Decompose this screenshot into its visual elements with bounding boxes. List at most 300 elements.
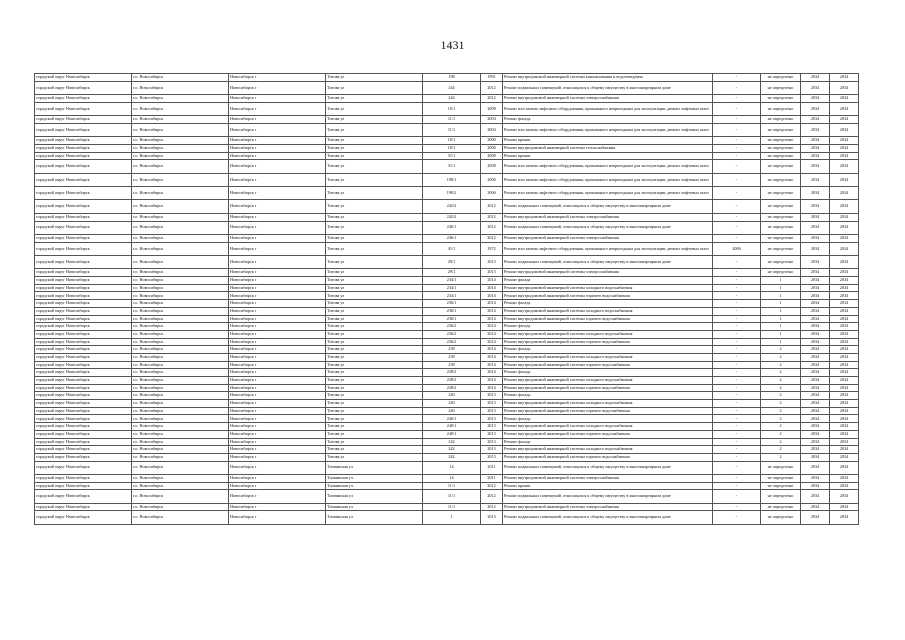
cell-cost: 2 bbox=[761, 377, 801, 385]
cell-plan-end: 2034 bbox=[830, 438, 859, 446]
cell-plan-end: 2034 bbox=[830, 511, 859, 524]
cell-plan-end: 2034 bbox=[830, 187, 859, 200]
cell-street: Титова ул bbox=[326, 74, 423, 82]
cell-municipality: городской округ Новосибирск bbox=[35, 377, 132, 385]
cell-municipality: городской округ Новосибирск bbox=[35, 256, 132, 269]
table-row bbox=[35, 503, 859, 511]
cell-house: 236/2 bbox=[423, 323, 481, 331]
cell-house: 236/1 bbox=[423, 315, 481, 323]
table-row bbox=[35, 423, 859, 431]
cell-cost: не определено bbox=[761, 81, 801, 94]
cell-work-type: Ремонт фасада bbox=[503, 346, 713, 354]
cell-house: 198/2 bbox=[423, 187, 481, 200]
cell-cost: не определено bbox=[761, 234, 801, 242]
cell-last-repair: - bbox=[713, 511, 761, 524]
cell-plan-end: 2034 bbox=[830, 461, 859, 474]
cell-plan-start: 2034 bbox=[801, 423, 830, 431]
cell-district: г.о. Новосибирск bbox=[132, 377, 229, 385]
cell-last-repair: - bbox=[713, 234, 761, 242]
cell-municipality: городской округ Новосибирск bbox=[35, 152, 132, 160]
cell-year-built: 2008 bbox=[481, 102, 503, 115]
cell-plan-end: 2034 bbox=[830, 144, 859, 152]
table-row bbox=[35, 95, 859, 103]
cell-settlement: Новосибирск г bbox=[229, 400, 326, 408]
cell-street: Тихвинская ул bbox=[326, 511, 423, 524]
cell-settlement: Новосибирск г bbox=[229, 221, 326, 234]
cell-cost: 1 bbox=[761, 323, 801, 331]
cell-street: Титова ул bbox=[326, 438, 423, 446]
cell-plan-end: 2034 bbox=[830, 503, 859, 511]
cell-last-repair: - bbox=[713, 461, 761, 474]
cell-plan-end: 2034 bbox=[830, 415, 859, 423]
cell-house: 10/1 bbox=[423, 102, 481, 115]
cell-work-type: Ремонт подвальных помещений, относящихся к общему имуществу в многоквартирном доме bbox=[503, 256, 713, 269]
cell-plan-start: 2034 bbox=[801, 330, 830, 338]
table-row bbox=[35, 152, 859, 160]
cell-municipality: городской округ Новосибирск bbox=[35, 269, 132, 277]
cell-municipality: городской округ Новосибирск bbox=[35, 144, 132, 152]
cell-last-repair: - bbox=[713, 256, 761, 269]
cell-plan-start: 2034 bbox=[801, 95, 830, 103]
cell-house: 11/1 bbox=[423, 482, 481, 490]
table-row bbox=[35, 213, 859, 221]
cell-cost: 2 bbox=[761, 446, 801, 454]
cell-street: Титова ул bbox=[326, 277, 423, 285]
cell-year-built: 2013 bbox=[481, 415, 503, 423]
cell-street: Титова ул bbox=[326, 95, 423, 103]
cell-municipality: городской округ Новосибирск bbox=[35, 446, 132, 454]
cell-cost: 1 bbox=[761, 307, 801, 315]
cell-work-type: Ремонт внутридомовой инженерной системы электроснабжения bbox=[503, 95, 713, 103]
cell-year-built: 2012 bbox=[481, 200, 503, 213]
table-row bbox=[35, 430, 859, 438]
cell-work-type: Ремонт или замена лифтового оборудования, признанного непригодным для эксплуатации, ремонт лифтовых шахт bbox=[503, 102, 713, 115]
cell-year-built: 2014 bbox=[481, 338, 503, 346]
cell-year-built: 2012 bbox=[481, 503, 503, 511]
cell-settlement: Новосибирск г bbox=[229, 152, 326, 160]
cell-cost: не определено bbox=[761, 137, 801, 145]
cell-year-built: 2013 bbox=[481, 430, 503, 438]
cell-house: 240/1 bbox=[423, 415, 481, 423]
cell-municipality: городской округ Новосибирск bbox=[35, 213, 132, 221]
cell-municipality: городской округ Новосибирск bbox=[35, 415, 132, 423]
cell-plan-end: 2034 bbox=[830, 307, 859, 315]
cell-street: Титова ул bbox=[326, 137, 423, 145]
cell-last-repair: - bbox=[713, 330, 761, 338]
cell-plan-start: 2034 bbox=[801, 144, 830, 152]
cell-last-repair: - bbox=[713, 74, 761, 82]
cell-municipality: городской округ Новосибирск bbox=[35, 221, 132, 234]
cell-plan-start: 2034 bbox=[801, 474, 830, 482]
cell-year-built: 2014 bbox=[481, 377, 503, 385]
cell-last-repair: - bbox=[713, 102, 761, 115]
cell-cost: 2 bbox=[761, 407, 801, 415]
cell-municipality: городской округ Новосибирск bbox=[35, 474, 132, 482]
cell-plan-start: 2034 bbox=[801, 221, 830, 234]
cell-year-built: 2013 bbox=[481, 438, 503, 446]
cell-last-repair: - bbox=[713, 292, 761, 300]
cell-settlement: Новосибирск г bbox=[229, 116, 326, 124]
cell-district: г.о. Новосибирск bbox=[132, 353, 229, 361]
cell-municipality: городской округ Новосибирск bbox=[35, 95, 132, 103]
cell-settlement: Новосибирск г bbox=[229, 160, 326, 173]
cell-year-built: 2006 bbox=[481, 187, 503, 200]
cell-settlement: Новосибирск г bbox=[229, 392, 326, 400]
cell-municipality: городской округ Новосибирск bbox=[35, 160, 132, 173]
cell-street: Титова ул bbox=[326, 152, 423, 160]
cell-plan-start: 2034 bbox=[801, 116, 830, 124]
cell-plan-end: 2034 bbox=[830, 453, 859, 461]
cell-district: г.о. Новосибирск bbox=[132, 81, 229, 94]
cell-cost: 1 bbox=[761, 338, 801, 346]
cell-street: Титова ул bbox=[326, 160, 423, 173]
cell-district: г.о. Новосибирск bbox=[132, 123, 229, 136]
cell-plan-start: 2034 bbox=[801, 200, 830, 213]
table-row bbox=[35, 407, 859, 415]
cell-cost: 1 bbox=[761, 300, 801, 308]
table-row bbox=[35, 369, 859, 377]
cell-plan-end: 2034 bbox=[830, 123, 859, 136]
cell-street: Тихвинская ул bbox=[326, 461, 423, 474]
cell-house: 11/1 bbox=[423, 123, 481, 136]
cell-year-built: 2011 bbox=[481, 474, 503, 482]
cell-district: г.о. Новосибирск bbox=[132, 256, 229, 269]
cell-last-repair: - bbox=[713, 377, 761, 385]
cell-last-repair: - bbox=[713, 415, 761, 423]
cell-district: г.о. Новосибирск bbox=[132, 338, 229, 346]
table-row bbox=[35, 137, 859, 145]
cell-last-repair: - bbox=[713, 384, 761, 392]
cell-plan-end: 2034 bbox=[830, 407, 859, 415]
cell-plan-end: 2034 bbox=[830, 384, 859, 392]
cell-house: 198 bbox=[423, 74, 481, 82]
cell-work-type: Ремонт подвальных помещений, относящихся к общему имуществу в многоквартирном доме bbox=[503, 200, 713, 213]
cell-last-repair: - bbox=[713, 173, 761, 186]
cell-settlement: Новосибирск г bbox=[229, 369, 326, 377]
cell-work-type: Ремонт или замена лифтового оборудования, признанного непригодным для эксплуатации, ремонт лифтовых шахт bbox=[503, 242, 713, 255]
cell-plan-end: 2034 bbox=[830, 377, 859, 385]
cell-district: г.о. Новосибирск bbox=[132, 369, 229, 377]
cell-work-type: Ремонт или замена лифтового оборудования, признанного непригодным для эксплуатации, ремонт лифтовых шахт bbox=[503, 173, 713, 186]
cell-last-repair: - bbox=[713, 300, 761, 308]
cell-cost: 1 bbox=[761, 315, 801, 323]
cell-settlement: Новосибирск г bbox=[229, 482, 326, 490]
table-row bbox=[35, 200, 859, 213]
table-row bbox=[35, 415, 859, 423]
cell-cost: не определено bbox=[761, 173, 801, 186]
cell-plan-start: 2034 bbox=[801, 234, 830, 242]
table-row bbox=[35, 256, 859, 269]
cell-last-repair: - bbox=[713, 137, 761, 145]
table-row bbox=[35, 361, 859, 369]
cell-municipality: городской округ Новосибирск bbox=[35, 187, 132, 200]
cell-year-built: 2012 bbox=[481, 490, 503, 503]
cell-cost: не определено bbox=[761, 269, 801, 277]
cell-plan-start: 2034 bbox=[801, 277, 830, 285]
cell-district: г.о. Новосибирск bbox=[132, 277, 229, 285]
table-row bbox=[35, 511, 859, 524]
cell-plan-end: 2034 bbox=[830, 256, 859, 269]
cell-plan-start: 2034 bbox=[801, 346, 830, 354]
cell-house: 31/1 bbox=[423, 152, 481, 160]
cell-municipality: городской округ Новосибирск bbox=[35, 102, 132, 115]
cell-district: г.о. Новосибирск bbox=[132, 116, 229, 124]
cell-municipality: городской округ Новосибирск bbox=[35, 81, 132, 94]
cell-street: Титова ул bbox=[326, 315, 423, 323]
cell-year-built: 2014 bbox=[481, 346, 503, 354]
cell-district: г.о. Новосибирск bbox=[132, 173, 229, 186]
cell-last-repair: - bbox=[713, 95, 761, 103]
cell-settlement: Новосибирск г bbox=[229, 407, 326, 415]
cell-settlement: Новосибирск г bbox=[229, 474, 326, 482]
cell-street: Титова ул bbox=[326, 400, 423, 408]
cell-plan-end: 2034 bbox=[830, 338, 859, 346]
cell-house: 238/2 bbox=[423, 384, 481, 392]
cell-plan-end: 2034 bbox=[830, 284, 859, 292]
cell-plan-end: 2034 bbox=[830, 221, 859, 234]
cell-municipality: городской округ Новосибирск bbox=[35, 307, 132, 315]
cell-settlement: Новосибирск г bbox=[229, 81, 326, 94]
cell-work-type: Ремонт фасада bbox=[503, 300, 713, 308]
cell-cost: 2 bbox=[761, 353, 801, 361]
cell-plan-end: 2034 bbox=[830, 160, 859, 173]
cell-work-type: Ремонт внутридомовой инженерной системы горячего водоснабжения bbox=[503, 384, 713, 392]
cell-plan-end: 2034 bbox=[830, 315, 859, 323]
cell-municipality: городской округ Новосибирск bbox=[35, 234, 132, 242]
cell-plan-start: 2034 bbox=[801, 292, 830, 300]
cell-house: 244 bbox=[423, 81, 481, 94]
cell-house: 244 bbox=[423, 95, 481, 103]
cell-last-repair: - bbox=[713, 490, 761, 503]
cell-municipality: городской округ Новосибирск bbox=[35, 346, 132, 354]
cell-work-type: Ремонт внутридомовой инженерной системы холодного водоснабжения bbox=[503, 284, 713, 292]
cell-cost: не определено bbox=[761, 503, 801, 511]
cell-year-built: 2013 bbox=[481, 400, 503, 408]
cell-house: 240 bbox=[423, 392, 481, 400]
cell-year-built: 2013 bbox=[481, 453, 503, 461]
cell-house: 236/2 bbox=[423, 330, 481, 338]
cell-municipality: городской округ Новосибирск bbox=[35, 503, 132, 511]
cell-house: 18/1 bbox=[423, 144, 481, 152]
cell-street: Титова ул bbox=[326, 415, 423, 423]
cell-street: Титова ул bbox=[326, 81, 423, 94]
cell-work-type: Ремонт фасада bbox=[503, 369, 713, 377]
cell-last-repair: 2006 bbox=[713, 242, 761, 255]
cell-last-repair: - bbox=[713, 323, 761, 331]
cell-street: Титова ул bbox=[326, 300, 423, 308]
cell-municipality: городской округ Новосибирск bbox=[35, 369, 132, 377]
cell-work-type: Ремонт внутридомовой инженерной системы горячего водоснабжения bbox=[503, 315, 713, 323]
cell-last-repair: - bbox=[713, 400, 761, 408]
cell-house: 11/1 bbox=[423, 490, 481, 503]
cell-last-repair: - bbox=[713, 438, 761, 446]
table-row bbox=[35, 277, 859, 285]
table-row bbox=[35, 81, 859, 94]
cell-plan-end: 2034 bbox=[830, 346, 859, 354]
cell-municipality: городской округ Новосибирск bbox=[35, 353, 132, 361]
table-row bbox=[35, 384, 859, 392]
cell-house: 234/1 bbox=[423, 292, 481, 300]
cell-house: 31/1 bbox=[423, 160, 481, 173]
cell-settlement: Новосибирск г bbox=[229, 173, 326, 186]
cell-last-repair: - bbox=[713, 123, 761, 136]
cell-street: Титова ул bbox=[326, 144, 423, 152]
cell-work-type: Ремонт внутридомовой инженерной системы электроснабжения bbox=[503, 234, 713, 242]
cell-settlement: Новосибирск г bbox=[229, 102, 326, 115]
cell-house: 238 bbox=[423, 361, 481, 369]
cell-work-type: Ремонт подвальных помещений, относящихся к общему имуществу в многоквартирном доме bbox=[503, 490, 713, 503]
cell-municipality: городской округ Новосибирск bbox=[35, 407, 132, 415]
cell-settlement: Новосибирск г bbox=[229, 490, 326, 503]
cell-cost: не определено bbox=[761, 490, 801, 503]
cell-cost: 2 bbox=[761, 369, 801, 377]
cell-municipality: городской округ Новосибирск bbox=[35, 453, 132, 461]
cell-work-type: Ремонт подвальных помещений, относящихся к общему имуществу в многоквартирном доме bbox=[503, 81, 713, 94]
cell-municipality: городской округ Новосибирск bbox=[35, 490, 132, 503]
cell-plan-end: 2034 bbox=[830, 446, 859, 454]
cell-street: Титова ул bbox=[326, 173, 423, 186]
cell-year-built: 2006 bbox=[481, 144, 503, 152]
cell-settlement: Новосибирск г bbox=[229, 292, 326, 300]
cell-work-type: Ремонт фасада bbox=[503, 116, 713, 124]
cell-street: Титова ул bbox=[326, 187, 423, 200]
cell-settlement: Новосибирск г bbox=[229, 269, 326, 277]
cell-district: г.о. Новосибирск bbox=[132, 242, 229, 255]
table-row bbox=[35, 292, 859, 300]
table-row bbox=[35, 330, 859, 338]
cell-work-type: Ремонт внутридомовой инженерной системы горячего водоснабжения bbox=[503, 407, 713, 415]
cell-last-repair: - bbox=[713, 346, 761, 354]
cell-street: Титова ул bbox=[326, 221, 423, 234]
cell-municipality: городской округ Новосибирск bbox=[35, 116, 132, 124]
cell-cost: не определено bbox=[761, 74, 801, 82]
cell-cost: 1 bbox=[761, 330, 801, 338]
cell-plan-start: 2034 bbox=[801, 187, 830, 200]
cell-cost: не определено bbox=[761, 102, 801, 115]
cell-house: 236/1 bbox=[423, 307, 481, 315]
cell-plan-end: 2034 bbox=[830, 369, 859, 377]
cell-house: 242/2 bbox=[423, 200, 481, 213]
cell-work-type: Ремонт или замена лифтового оборудования, признанного непригодным для эксплуатации, ремонт лифтовых шахт bbox=[503, 160, 713, 173]
cell-house: 240/1 bbox=[423, 423, 481, 431]
cell-plan-end: 2034 bbox=[830, 200, 859, 213]
cell-work-type: Ремонт внутридомовой инженерной системы холодного водоснабжения bbox=[503, 423, 713, 431]
cell-year-built: 2014 bbox=[481, 330, 503, 338]
cell-house: 240 bbox=[423, 407, 481, 415]
cell-year-built: 2014 bbox=[481, 277, 503, 285]
cell-municipality: городской округ Новосибирск bbox=[35, 392, 132, 400]
cell-plan-end: 2034 bbox=[830, 74, 859, 82]
cell-cost: не определено bbox=[761, 474, 801, 482]
cell-year-built: 2012 bbox=[481, 234, 503, 242]
cell-house: 238/2 bbox=[423, 377, 481, 385]
cell-plan-end: 2034 bbox=[830, 300, 859, 308]
cell-district: г.о. Новосибирск bbox=[132, 160, 229, 173]
cell-work-type: Ремонт внутридомовой инженерной системы электроснабжения bbox=[503, 474, 713, 482]
cell-settlement: Новосибирск г bbox=[229, 430, 326, 438]
cell-municipality: городской округ Новосибирск bbox=[35, 173, 132, 186]
cell-plan-end: 2034 bbox=[830, 353, 859, 361]
cell-plan-end: 2034 bbox=[830, 400, 859, 408]
cell-cost: 2 bbox=[761, 392, 801, 400]
cell-settlement: Новосибирск г bbox=[229, 284, 326, 292]
cell-municipality: городской округ Новосибирск bbox=[35, 423, 132, 431]
cell-plan-end: 2034 bbox=[830, 152, 859, 160]
cell-plan-start: 2034 bbox=[801, 503, 830, 511]
cell-plan-end: 2034 bbox=[830, 102, 859, 115]
cell-cost: 2 bbox=[761, 453, 801, 461]
cell-year-built: 2012 bbox=[481, 213, 503, 221]
cell-street: Титова ул bbox=[326, 377, 423, 385]
cell-municipality: городской округ Новосибирск bbox=[35, 292, 132, 300]
cell-municipality: городской округ Новосибирск bbox=[35, 300, 132, 308]
cell-year-built: 2013 bbox=[481, 407, 503, 415]
table-row bbox=[35, 346, 859, 354]
cell-settlement: Новосибирск г bbox=[229, 453, 326, 461]
cell-last-repair: - bbox=[713, 144, 761, 152]
cell-work-type: Ремонт внутридомовой инженерной системы электроснабжения bbox=[503, 269, 713, 277]
cell-plan-end: 2034 bbox=[830, 213, 859, 221]
cell-plan-start: 2034 bbox=[801, 446, 830, 454]
cell-last-repair: - bbox=[713, 221, 761, 234]
cell-work-type: Ремонт внутридомовой инженерной системы канализования и водоотведения bbox=[503, 74, 713, 82]
cell-house: 18/1 bbox=[423, 137, 481, 145]
cell-work-type: Ремонт или замена лифтового оборудования, признанного непригодным для эксплуатации, ремонт лифтовых шахт bbox=[503, 187, 713, 200]
cell-year-built: 2013 bbox=[481, 446, 503, 454]
table-row bbox=[35, 74, 859, 82]
cell-house: 246/1 bbox=[423, 221, 481, 234]
cell-plan-end: 2034 bbox=[830, 95, 859, 103]
cell-cost: не определено bbox=[761, 95, 801, 103]
cell-district: г.о. Новосибирск bbox=[132, 323, 229, 331]
cell-work-type: Ремонт внутридомовой инженерной системы холодного водоснабжения bbox=[503, 330, 713, 338]
cell-house: 238 bbox=[423, 353, 481, 361]
table-row bbox=[35, 438, 859, 446]
cell-house: 236/1 bbox=[423, 300, 481, 308]
cell-plan-start: 2034 bbox=[801, 102, 830, 115]
cell-cost: 2 bbox=[761, 430, 801, 438]
cell-municipality: городской округ Новосибирск bbox=[35, 400, 132, 408]
cell-street: Титова ул bbox=[326, 307, 423, 315]
cell-cost: 2 bbox=[761, 346, 801, 354]
table-row bbox=[35, 102, 859, 115]
table-row bbox=[35, 474, 859, 482]
cell-district: г.о. Новосибирск bbox=[132, 346, 229, 354]
cell-district: г.о. Новосибирск bbox=[132, 400, 229, 408]
cell-plan-end: 2034 bbox=[830, 323, 859, 331]
cell-street: Титова ул bbox=[326, 453, 423, 461]
cell-settlement: Новосибирск г bbox=[229, 511, 326, 524]
table-row bbox=[35, 490, 859, 503]
cell-year-built: 2004 bbox=[481, 123, 503, 136]
cell-plan-start: 2034 bbox=[801, 361, 830, 369]
table-row bbox=[35, 392, 859, 400]
cell-last-repair: - bbox=[713, 369, 761, 377]
cell-cost: 1 bbox=[761, 292, 801, 300]
cell-cost: не определено bbox=[761, 242, 801, 255]
cell-district: г.о. Новосибирск bbox=[132, 392, 229, 400]
cell-year-built: 2013 bbox=[481, 269, 503, 277]
cell-plan-end: 2034 bbox=[830, 392, 859, 400]
cell-settlement: Новосибирск г bbox=[229, 330, 326, 338]
cell-last-repair: - bbox=[713, 81, 761, 94]
cell-cost: не определено bbox=[761, 200, 801, 213]
cell-last-repair: - bbox=[713, 423, 761, 431]
cell-municipality: городской округ Новосибирск bbox=[35, 323, 132, 331]
cell-municipality: городской округ Новосибирск bbox=[35, 361, 132, 369]
cell-district: г.о. Новосибирск bbox=[132, 95, 229, 103]
cell-house: 246/1 bbox=[423, 234, 481, 242]
